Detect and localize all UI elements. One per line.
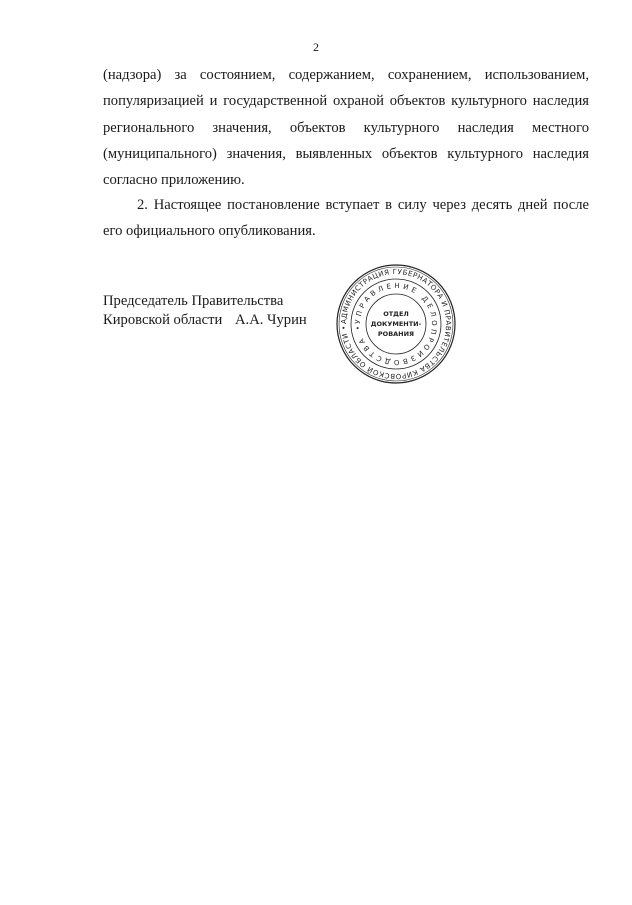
- signatory-name: А.А. Чурин: [235, 312, 307, 328]
- body-line: 2. Настоящее постановление вступает в силу через десять дней после: [137, 197, 589, 213]
- signature-title-line1: Председатель Правительства: [103, 293, 284, 309]
- body-line: (муниципального) значения, выявленных объектов культурного наследия: [103, 146, 589, 162]
- signature-title-line2: Кировской области: [103, 312, 223, 328]
- body-line: популяризацией и государственной охраной объектов культурного наследия: [103, 93, 589, 109]
- body-line: согласно приложению.: [103, 172, 245, 188]
- page-number: 2: [313, 40, 319, 54]
- seal-center-line: РОВАНИЯ: [377, 330, 415, 338]
- body-line: его официального опубликования.: [103, 223, 316, 239]
- body-line: (надзора) за состоянием, содержанием, сохранением, использованием,: [103, 67, 589, 83]
- body-line: регионального значения, объектов культурного наследия местного: [103, 120, 589, 136]
- seal-outer-text: АДМИНИСТРАЦИЯ ГУБЕРНАТОРА И ПРАВИТЕЛЬСТВА КИРОВСКОЙ ОБЛАСТИ •: [339, 267, 453, 381]
- seal-inner-text: УПРАВЛЕНИЕ ДЕЛОПРОИЗВОДСТВА •: [353, 281, 439, 367]
- seal-center-line: ОТДЕЛ: [383, 310, 409, 318]
- official-seal: [335, 263, 457, 385]
- seal-center-line: ДОКУМЕНТИ-: [370, 320, 422, 328]
